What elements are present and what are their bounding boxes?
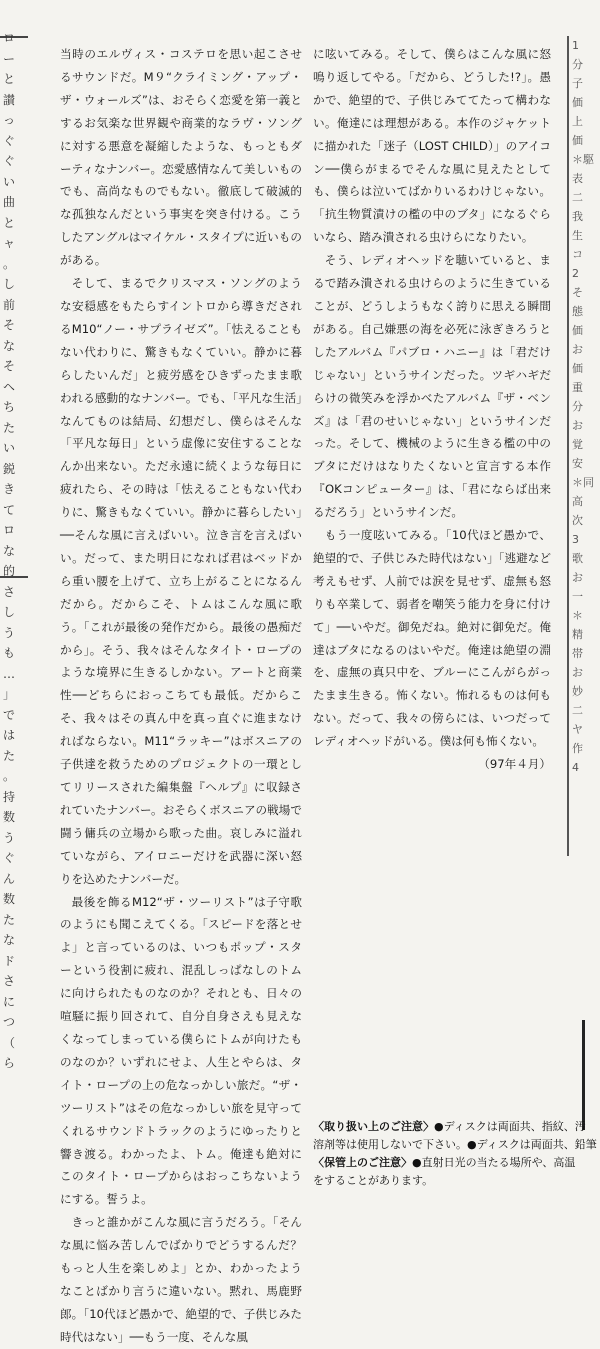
edge-char: 。 [2,256,15,271]
edge-char: お [572,343,583,356]
edge-char: ん [2,871,15,886]
edge-char: お [572,666,583,679]
edge-char: 高 [572,495,583,508]
edge-char: 価 [572,134,583,147]
edge-char: 4 [572,761,579,774]
edge-char: な [2,933,15,947]
edge-char: ぐ [2,851,15,865]
edge-char: 」 [2,687,15,701]
edge-char: ＊駆 [572,153,594,166]
edge-char: 3 [572,533,579,546]
edge-char: ぐ [2,154,15,168]
edge-char: コ [572,248,583,261]
edge-char: ロ [2,31,15,45]
edge-char: さ [2,974,15,988]
edge-char: そ [2,359,15,373]
edge-char: な [2,338,15,353]
edge-char: ー [2,51,15,66]
edge-char: て [2,502,15,517]
edge-char: し [2,277,15,291]
edge-char: 分 [572,400,583,413]
edge-char: 数 [2,892,15,906]
article-column-left [60,43,302,1349]
edge-char: ヘ [2,379,15,394]
edge-char: た [2,748,15,763]
edge-char: 二 [572,704,583,717]
edge-char: 安 [572,457,583,470]
right-edge-rule [582,1020,585,1130]
edge-char: つ [2,1015,15,1029]
edge-char: 一 [572,590,583,603]
edge-char: う [2,830,15,845]
edge-char: ち [2,400,15,414]
edge-char: ＊同 [572,476,594,489]
paragraph: 当時のエルヴィス・コステロを思い起こさせるサウンドだ。M９“クライミング・アップ・ザ・ウォールズ”は、おそらく恋愛を第一義とするお気楽な世界観や商業的なラヴ・ソングに対する悪意を凝縮したような、もっともダーティなナンバー。恋愛感情なんて美しいものでも、高尚なものでもない。徹底して破滅的な孤独なんだという事実を突き付ける。こうしたアングルはマイケル・スタイプに近いものがある。 [60,47,302,268]
article-column-right [313,43,551,776]
edge-char: 讃 [2,92,15,107]
edge-char: 上 [572,115,583,128]
edge-char: 我 [572,210,583,223]
edge-char: 的 [2,564,15,578]
paragraph: に呟いてみる。そして、僕らはこんな風に怒鳴り返してやる。「だから、どうした!?」。愚かで、絶望的で、子供じみててたって構わない。俺達には理想がある。本作のジャケットに描かれた「迷子（LOST CHILD）」のアイコン──僕らがまるでそんな風に見えたとしても、僕らは泣いてばかりいるわけじゃない。「抗生物質漬けの檻の中のブタ」になるぐらいなら、踏み潰される虫けらになりたい。 [313,47,551,245]
edge-char: ド [2,953,15,968]
edge-char: 価 [572,362,583,375]
edge-char: ＊ [572,609,583,622]
handling-label: 〈取り扱い上のご注意〉 [313,1120,434,1133]
edge-char: そ [2,318,15,332]
edge-char: 二 [572,191,583,204]
edge-char: で [2,707,15,722]
edge-char: 歌 [572,552,583,565]
edge-char: う [2,625,15,640]
edge-char: 作 [572,742,583,755]
edge-char: し [2,605,15,619]
handling-notice [313,1118,600,1190]
edge-char: 態 [572,305,583,318]
edge-char: 妙 [572,685,583,698]
edge-char: 次 [572,514,583,527]
edge-char: … [3,666,15,681]
edge-char: な [2,543,15,558]
edge-char: い [2,441,15,455]
edge-char: 精 [572,628,583,641]
edge-char: 価 [572,324,583,337]
storage-label: 〈保管上のご注意〉 [313,1156,412,1169]
notice-line [313,1154,600,1172]
edge-char: 曲 [2,195,15,209]
edge-char: 重 [572,381,583,394]
edge-char: い [2,174,15,189]
edge-char: は [2,728,15,742]
edge-char: さ [2,584,15,599]
paragraph: そして、まるでクリスマス・ソングのような安穏感をもたらすイントロから導きだされるM10“ノー・サプライゼズ”。「怯えることもない代わりに、驚きもなくていい。静かに暮らしたいんだ」と疲労感をひきずったまま歌われる感動的なナンバー。でも、「平凡な生活」なんてものは結局、幻想だし、僕らはそんな「平凡な毎日」という虚像に安住することなんか出来ない。ただ永遠に続くような毎日に疲れたら、その時は「怯えることもない代わりに、驚きもなくていい。静かに暮らしたい」──そんな風に言えばいい。泣き言を言えばいい。だって、また明日になれば君はベッドから重い腰を上げて、立ち上がることになるんだから。だからこそ、トムはこんな風に歌う。「これが最後の発作だから。最後の愚痴だから」。そう、我々はそんなタイト・ロープのような境界に生きるしかない。アートと商業性──どちらにおっこちても最低。だからこそ、我々はその真ん中を真っ直ぐに進まなければならない。M11“ラッキー”はボスニアの子供達を救うためのプロジェクトの一環としてリリースされた編集盤『ヘルプ』に収録されていたナンバー。おそらくボスニアの戦場で闘う傭兵の立場から歌った曲。哀しみに溢れていながら、アイロニーだけを武器に深い怒りを込めたナンバーだ。 [60,276,302,886]
edge-char: お [572,571,583,584]
edge-char: た [2,912,15,927]
edge-char: 。 [2,769,15,783]
right-edge-fragments [566,36,600,777]
edge-char: 2 [572,267,579,280]
edge-char: に [2,994,15,1009]
edge-char: 表 [572,172,583,185]
edge-char: 1 [572,39,579,52]
storage-text: ●直射日光の当たる場所や、高温 [412,1156,576,1169]
edge-char: 分 [572,58,583,71]
edge-char: と [2,72,15,86]
edge-char: 覚 [572,438,583,451]
edge-char: ャ [2,236,15,250]
paragraph: 最後を飾るM12“ザ・ツーリスト”は子守歌のようにも聞こえてくる。「スピードを落とせよ」と言っているのは、いつもポップ・スターという役割に疲れ、混乱しっぱなしのトムに向けられたものなのか？それとも、日々の喧騒に振り回されて、自分自身さえも見えなくなってしまっている僕らにトムが向けたものなのか？いずれにせよ、人生とやらは、タイト・ロープの上の危なっかしい旅だ。“ザ・ツーリスト”はその危なっかしい旅を見守ってくれるサウンドトラックのようにゆったりと響き渡る。わかったよ、トム。俺達も絶対にこのタイト・ロープからはおっこちないようにする。誓うよ。 [60,894,302,1207]
edge-char: ロ [2,523,15,537]
edge-char: （ [2,1035,15,1050]
handling-text: ●ディスクは両面共、指紋、汚 [434,1120,586,1133]
edge-char: も [2,646,15,660]
left-edge-fragments [0,28,18,1074]
paragraph: きっと誰かがこんな風に言うだろう。「そんな風に悩み苦しんでばかりでどうするんだ？もっと人生を楽しめよ」とか、わかったようなことばかり言うに違いない。黙れ、馬鹿野郎。「10代ほど愚かで、絶望的で、子供じみた時代はない」──もう一度、そんな風 [60,1215,302,1344]
edge-char: 数 [2,810,15,824]
edge-char: そ [572,286,583,299]
edge-char: き [2,482,15,496]
edge-char: ら [2,1056,15,1070]
edge-char: お [572,419,583,432]
edge-char: 価 [572,96,583,109]
notice-line [313,1118,600,1136]
edge-char: ぐ [2,133,15,148]
edge-char: 前 [2,297,15,312]
edge-char: っ [2,113,15,127]
edge-char: 鋭 [2,461,15,476]
notice-line: をすることがあります。 [313,1174,434,1187]
edge-char: 子 [572,77,583,90]
paragraph: そう、レディオヘッドを聴いていると、まるで踏み潰される虫けらのように生きていることが、どうしようもなく誇りに思える瞬間がある。自己嫌悪の海を必死に泳ぎきろうとしたアルバム『パブロ・ハニー』は「君だけじゃない」というサインだった。ツギハギだらけの微笑みを浮かべたアルバム『ザ・ベンズ』は「君のせいじゃない」というサインだった。そして、機械のように生きる檻の中のブタにだけはなりたくないと宣言する本作『OKコンピューター』は、「君にならば出来るだろう」というサインだ。 [313,253,551,520]
edge-char: 持 [2,789,15,804]
edge-char: 帯 [572,647,583,660]
article-date: （97年４月） [478,757,551,772]
paragraph: もう一度呟いてみる。「10代ほど愚かで、絶望的で、子供じみた時代はない」「逃避など考えもせず、人前では涙を見せず、虚無も怒りも卒業して、弱者を嘲笑う能力を身に付けて」──いやだ。御免だね。絶対に御免だ。俺達はブタになるのはいやだ。俺達は絶望の淵を、虚無の真只中を、ブルーにこんがらがったまま生きる。怖くない。怖れるものは何もない。だって、我々の傍らには、いつだってレディオヘッドがいる。僕は何も怖くない。 [313,528,551,749]
edge-char: と [2,215,15,230]
edge-char: ヤ [572,723,583,736]
notice-line: 溶剤等は使用しないで下さい。●ディスクは両面共、鉛筆 [313,1138,597,1151]
edge-char: 生 [572,229,583,242]
edge-char: た [2,420,15,435]
